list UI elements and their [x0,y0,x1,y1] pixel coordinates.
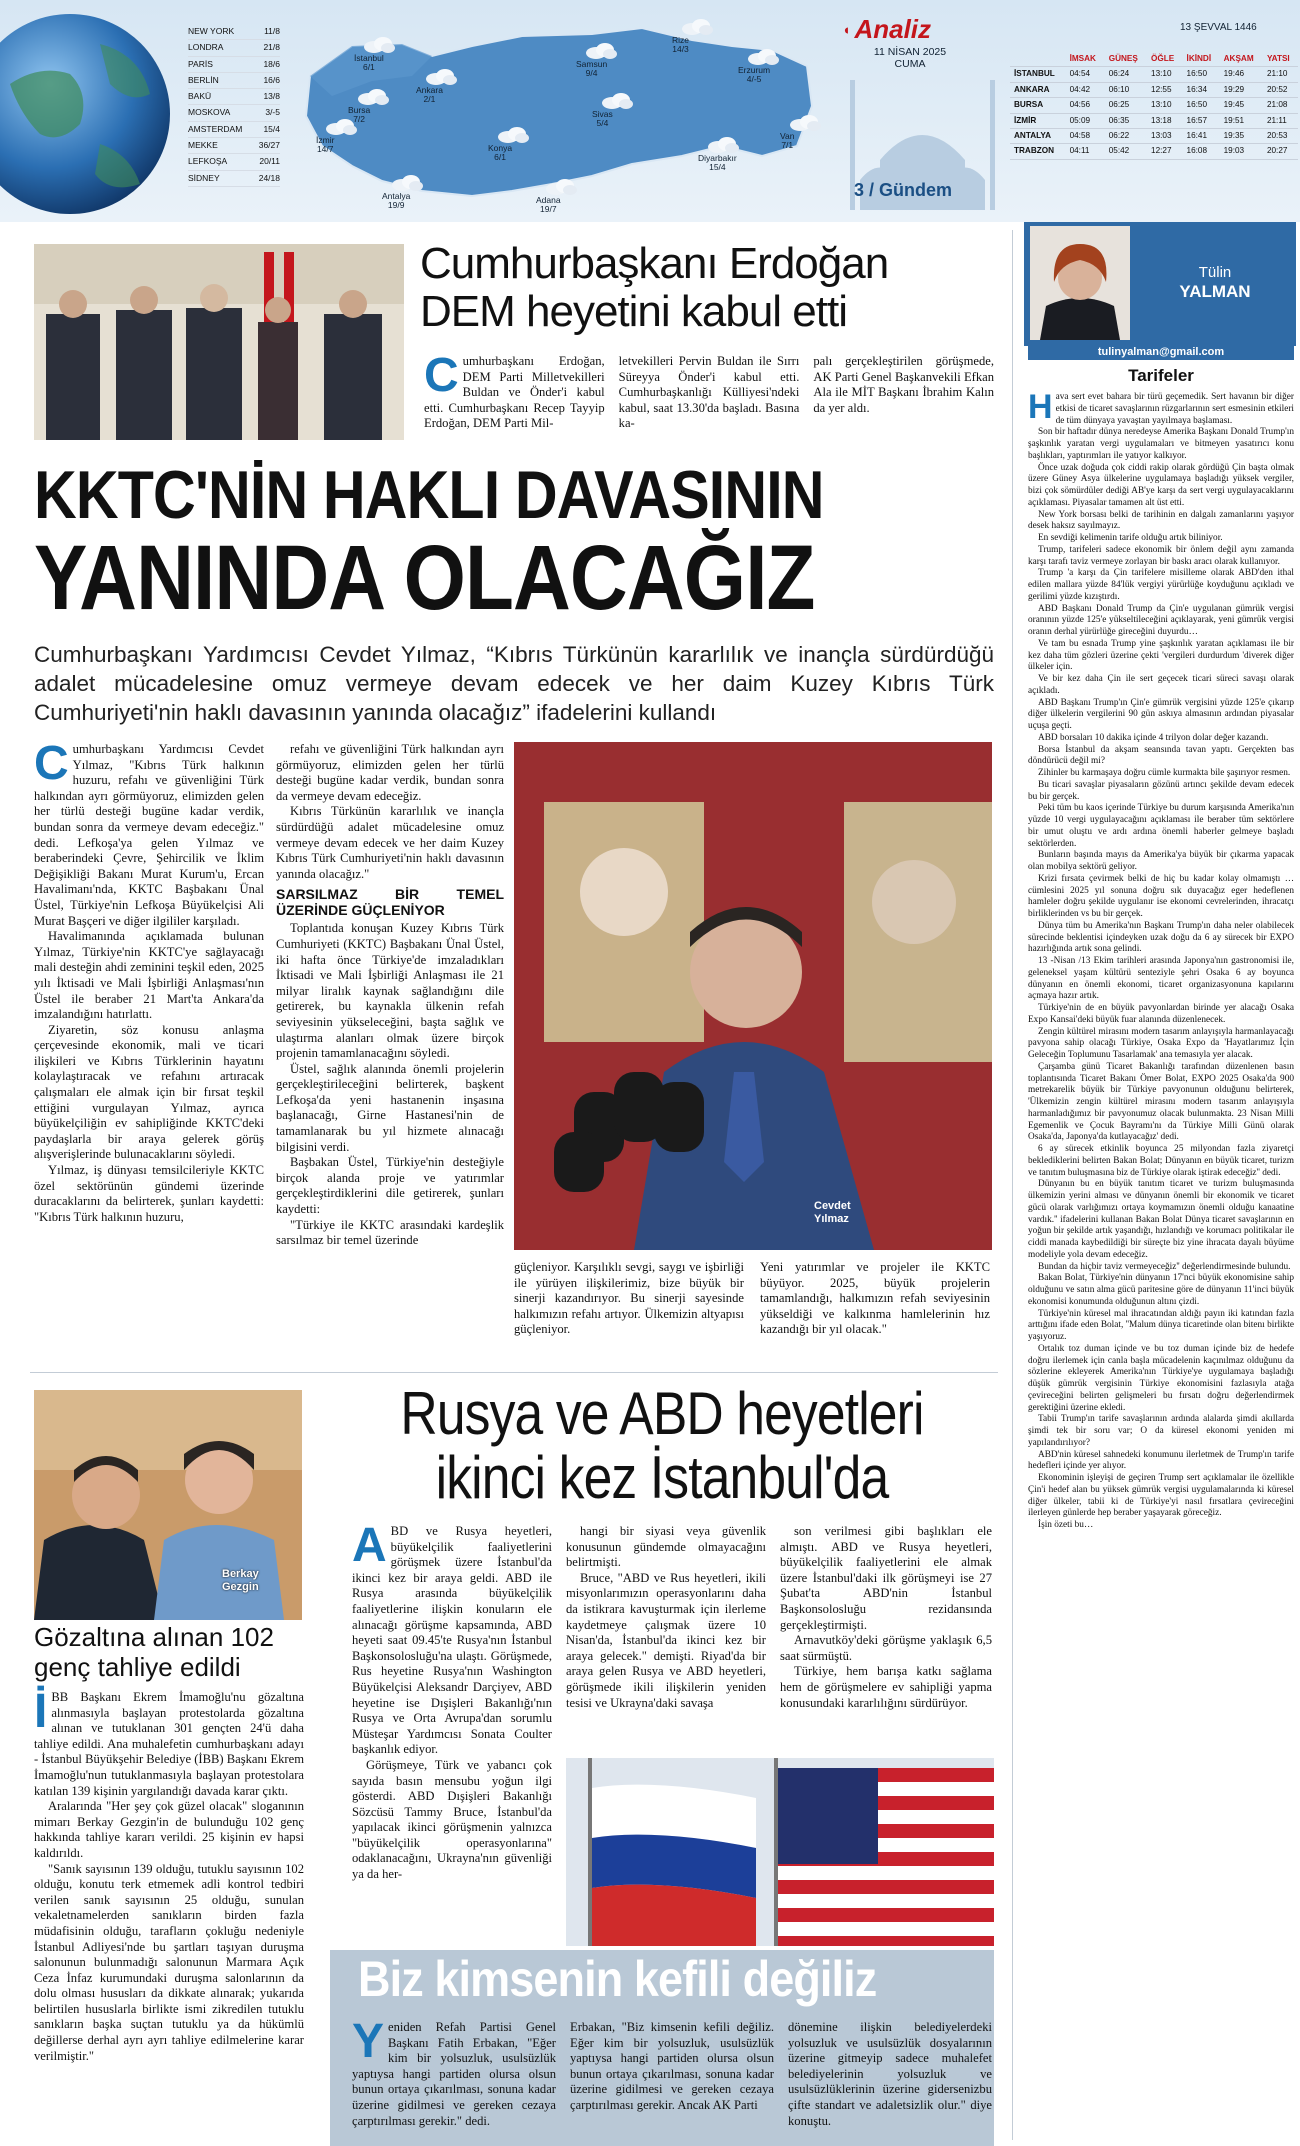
russia-dropcap: A [352,1519,387,1572]
cloud-icon [324,118,358,134]
columnist-paragraph: İşin özeti bu… [1038,1520,1094,1530]
russia-col1 [352,1519,552,1883]
date-block [855,46,965,70]
map-city-label [382,192,410,210]
map-city-name: Sivas [592,109,613,119]
columnist-paragraph-text: ava sert evet bahara bir türü geçemedik. Sert havanın bir diğer etkisi de ticaret savaşlarının rüzgarlarının sert esmesinin etkileri de tüm dünyaya yavaştan yayılmaya başlaması. [1055,392,1294,426]
map-city-temp: 15/4 [709,162,726,172]
weather-city: BAKÜ [188,91,212,102]
map-city-temp: 2/1 [423,94,436,104]
columnist-name [1140,264,1290,302]
prayer-row [1010,82,1298,97]
columnist-paragraph: ABD Başkanı Donald Trump da Çin'e uygulanan gümrük vergisi oranının yüzde 125'e yükseltileceğini açıklayarak, yeni gümrük vergisi oranın derhal yürürlüğe gireceğini duyurdu… [1028,603,1294,637]
prayer-cell: 20:27 [1263,144,1298,159]
refah-col3: dönemine ilişkin belediyelerdeki yolsuzluk ve usulsüzlük dosyalarının üzerine gitmeyip sadece muhalefet belediyelerinin yolsuzluk ve usulsüzlüklerinin üzerine gidersenizbu çifte standart ve adaletsizlik olur." diye konuştu. [788,2020,992,2128]
cloud-icon [584,42,618,58]
weather-row [188,138,280,154]
map-city-label [416,86,443,104]
columnist-paragraph: ABD Başkanı Trump'ın Çin'e gümrük vergisini yüzde 125'e çıkarıp diğer ülkelerin vergilerini 90 gün askıya almasının ardından piyasalar uçuşa geçti. [1028,697,1294,731]
prayer-cell: 16:41 [1183,129,1220,144]
columnist-paragraph: Önce uzak doğuda çok ciddi rakip olarak gördüğü Çin başta olmak üzere Güney Asya ülkelerine uygulamaya başladığı yüksek vergiler, bizi çok sömürdüler dediği AB'ye karşı da sert vergi uygulayacaklarını açıklaması. Piyasalar tamamen alt üst etti. [1028,462,1294,508]
map-city-temp: 6/1 [494,152,506,162]
weather-row [188,105,280,121]
weather-temp: 36/27 [258,140,280,151]
map-city-name: Erzurum [738,65,771,75]
russia-usa-flags-photo [566,1758,994,1946]
columnist-paragraph: Bakan Bolat, Türkiye'nin dünyanın 17'nci büyük ekonomisine sahip olduğunu ve satın alma gücü paritesine göre de dünyanın 11'inci büyük ekonomisi konumunda olduğunun altını çizdi. [1028,1273,1294,1307]
columnist-paragraph: Bu ticari savaşlar piyasaların gözünü artıncı şekilde devam edecek bu bir gerçek. [1028,779,1294,802]
prayer-cell: BURSA [1010,98,1066,113]
cloud-icon [424,68,458,84]
prayer-cell: 19:03 [1220,144,1263,159]
map-city-name: Konya [488,143,513,153]
prayer-cell: 20:52 [1263,82,1298,97]
paragraph [34,737,264,929]
map-city-name: Rize [672,35,690,45]
columnist-paragraph: Ortalık toz duman içinde ve bu toz duman içinde biz de hedefe doğru ilerlemek için canla başla mücadelenin kaçınılmaz olduğunu da sözlerine ekleyerek Amerika'nın Türkiye'ye uygulamaya başladığı düşük gümrük vergisinin Türkiye ekonomisini fazlasıyla atağa çevireceğini belirten gelişmeleri bu fırsatı doğru değerlendirmek gerektiğini üzerine ekledi. [1028,1343,1294,1413]
refah-headline: Biz kimsenin kefili değiliz [358,1951,877,2007]
cloud-icon [496,126,530,142]
paragraph-text: BB Başkanı Ekrem İmamoğlu'nu gözaltına alınmasıyla başlayan protestolarda gözaltına alınan ve tutuklanan 301 gençten 24'ü daha tahliye edildi. Ana muhalefetin cumhurbaşkanı adayı - İstanbul Büyükşehir Belediye (İBB) Başkanı Ekrem İmamoğlu'nun tutuklanmasıyla başlayan protestolara katılan 139 kişinin yargılandığı davada karar çıktı. [34,1690,305,1798]
divider-horizontal [30,1372,998,1373]
paragraph: "Sanık sayısının 139 olduğu, tutuklu sayısının 102 olduğu, konutu terk etmemek adli kontrol tedbiri verilen sanık sayısının 25 olduğu, sunulan vekaletnamelerden sanıkların birden fazla müdafisinin olduğu, tarafların çokluğu nedeniyle İstanbul Adliyesi'nde bu şartları taşıyan duruşma salonunun bulunmadığı salonunun Marmara Açık Ceza İnfaz kurumundaki duruşma salonlarının da dolu olması hususları da dikkate alınarak; yukarıda belirtilen hususlarla birlikte ismi zikredilen tutuklu sanıkların başka suçtan tutuklu ya da hükümlü değillerse derhal ayrı ayrı tahliye edilmelerine karar verilmiştir." [34,1861,304,2063]
prayer-cell: 05:42 [1105,144,1147,159]
columnist-paragraph: Türkiye'nin küresel mal ihracatından aldığı payın iki katından fazla arttığını ifade eden Bolat, ''Malum dünya ticaretinde olan bitenı birlikte yaşıyoruz. [1028,1308,1294,1342]
refah-dropcap: Y [352,2015,385,2068]
cloud-icon [746,48,780,64]
map-city-temp: 19/9 [387,200,405,210]
prayer-cell: İSTANBUL [1010,67,1066,82]
cevdet-caption-line2: Yılmaz [814,1213,849,1225]
main-col3: güçleniyor. Karşılıklı sevgi, saygı ve işbirliği ile yürüyen ilişkilerimiz, bize büyük bir sinerji kazandırıyor. Bu sinerji sayesinde halkımızın refahı artıyor. Ülkemizin altyapısı güçleniyor. [514,1260,744,1337]
columnist-body [1028,388,1294,1532]
columnist-first-name: Tülin [1198,264,1232,281]
main-headline-line1: KKTC'NİN HAKLI DAVASININ [34,457,824,533]
paragraph: Arnavutköy'deki görüşme yaklaşık 6,5 saat sürmüştü. [780,1633,992,1663]
weather-row [188,154,280,170]
prayer-cell: 16:50 [1183,98,1220,113]
columnist-paragraph: Dünya tüm bu Amerika'nın Başkanı Trump'ın daha neler olabilecek sürecinde beklentisi içindeyken uzak doğu da 6 ay sürecek bir EXPO hazırlığında artık sona gelindi. [1028,920,1294,955]
columnist-last-name: YALMAN [1179,282,1251,301]
turkey-weather-map [292,6,830,216]
weather-city: LONDRA [188,42,224,53]
cevdet-yilmaz-photo [514,742,992,1250]
weather-temp: 13/8 [263,91,280,102]
weather-city: MOSKOVA [188,107,231,118]
prayer-cell: ANKARA [1010,82,1066,97]
weather-row [188,73,280,89]
prayer-cell: 06:22 [1105,129,1147,144]
article1-headline-line2: DEM heyetini kabul etti [420,287,847,336]
prayer-cell: 06:25 [1105,98,1147,113]
prayer-cell: 04:54 [1066,67,1105,82]
prayer-header-cell: İKİNDİ [1183,52,1220,67]
prayer-cell: 13:10 [1147,67,1183,82]
cloud-icon [788,114,822,130]
russia-col2 [566,1524,766,1711]
prayer-header-cell: ÖĞLE [1147,52,1183,67]
prayer-cell: 16:08 [1183,144,1220,159]
imamoglu-photo [34,1390,302,1620]
main-col4: Yeni yatırımlar ve projeler ile KKTC büyüyor. 2025, büyük projelerin tamamlandığı, halkımızın refah seviyesinin yükseldiği ve kalkınma hamlelerinin hız kazandığı bir yıl olacak." [760,1260,990,1337]
map-city-label [738,66,770,84]
map-city-label [780,132,795,150]
weather-city: SİDNEY [188,172,220,183]
cevdet-photo-caption [814,1200,851,1226]
columnist-paragraph: Türkiye'nin de en büyük pavyonlardan birinde yer alacağı Osaka Expo Kansai'deki büyük fuar alanında düzenlenecek. [1028,1003,1294,1025]
prayer-header-cell: İMSAK [1066,52,1105,67]
main-subhead: SARSILMAZ BİR TEMEL ÜZERİNDE GÜÇLENİYOR [276,886,504,919]
columnist-paragraph: Ekonominin işleyişi de geçiren Trump sert açıklamalar ile özellikle Çin'i hedef alan bu yüksek gümrük vergisi uygulamalarında ki küresel diğer ülkeler, tabii ki de Türkiye'yi nasıl fırsatlara çevireceğini ilerleyen günlerde hep beraber yaşayarak göreceğiz. [1028,1473,1294,1519]
prayer-header-cell [1010,52,1066,67]
prayer-row [1010,67,1298,82]
prayer-cell: 19:35 [1220,129,1263,144]
columnist-paragraph: New York borsası belki de tarihinin en dalgalı zamanlarını yaşıyor desek haksız sayılmayız. [1028,509,1294,532]
map-city-label [316,136,334,154]
cloud-icon [356,88,390,104]
cloud-icon [600,92,634,108]
prayer-cell: İZMİR [1010,113,1066,128]
map-city-label [488,144,512,162]
article1-body [424,349,995,432]
prayer-cell: 04:58 [1066,129,1105,144]
prayer-cell: 04:11 [1066,144,1105,159]
prayer-cell: 19:46 [1220,67,1263,82]
prayer-cell: 16:57 [1183,113,1220,128]
prayer-header-row [1010,52,1298,67]
weather-row [188,40,280,56]
russia-col3 [780,1524,992,1711]
paragraph: son verilmesi gibi başlıkları ele almıştı. ABD ve Rusya heyetleri, büyükelçilik faaliyetlerini ele almak üzere İstanbul'daki ilk görüşmeyi ise 27 Şubat'ta ABD'nin İstanbul Başkonsolosluğu rezidansında gerçekleştirmişti. [780,1524,992,1632]
weather-temp: 24/18 [258,172,280,183]
columnist-paragraph: Bunların başında mayıs da Amerika'ya büyük bir çıkarma yapacak olan mobilya sektörü geliyor. [1028,850,1294,872]
prayer-cell: 13:10 [1147,98,1183,113]
columnist-paragraph: Trump, tarifeleri sadece ekonomik bir önlem değil aynı zamanda karşı tarafı taviz vermeye zorlayan bir baskı aracı olarak kullanıyor. [1028,544,1294,567]
cloud-icon [544,178,578,194]
map-city-name: Adana [536,195,561,205]
columnist-paragraph: Trump 'a karşı da Çin tarifelere misilleme olarak ABD'den ithal edilen mallara yüzde 84'lük vergiyi yürürlüğe koyduğunu açıkladı ve gerilimi yüzde kızıştırdı. [1028,568,1294,602]
page-label: 3 / Gündem [854,180,953,200]
prayer-cell: 06:35 [1105,113,1147,128]
columnist-paragraph: Peki tüm bu kaos içerinde Türkiye bu durum karşısında Amerika'nın yüzde 10 vergi uygulayacağını açıklaması ile beraber tüm sektörlere bir umut oluştu ve ardı ardına önemli haberler gelmeye başladı sektörlerden. [1028,803,1294,849]
weather-city: MEKKE [188,140,218,151]
imamoglu-headline-line2: genç tahliye edildi [34,1652,241,1682]
article1-headline-line1: Cumhurbaşkanı Erdoğan [420,239,889,288]
map-city-name: Samsun [576,59,608,69]
prayer-cell: TRABZON [1010,144,1066,159]
columnist-paragraph: Son bir haftadır dünya neredeyse Amerika Başkanı Donald Trump'ın şaşkınlık yaratan vergi uygulamaları ve bitmeyen yasatırıcı konu başlıkları, yaptırımları ile yatıyor kalkıyor. [1028,427,1294,461]
weather-temp: 21/8 [263,42,280,53]
map-city-temp: 5/4 [596,118,609,128]
paragraph: Başbakan Üstel, Türkiye'nin desteğiyle birçok alanda proje ve yatırımlar gerçekleştirdiklerini dile getirerek, şunları kaydetti: [276,1155,504,1217]
weather-row [188,57,280,73]
map-city-temp: 4/-5 [746,74,762,84]
russia-headline-line2: ikinci kez İstanbul'da [435,1444,889,1511]
prayer-header-cell: AKŞAM [1220,52,1263,67]
columnist-paragraph [1028,388,1294,427]
cloud-icon [706,136,740,152]
refah-col2: Erbakan, "Biz kimsenin kefili değiliz. Eğer kim bir yolsuzluk, usulsüzlük yaptıysa hangi partiden olursa olsun bunun ortaya çıkarılması, sonuna kadar üzerine gidilmesi ve gereken cezaya çarptırılması gerekir. Ancak AK Parti [570,2020,774,2112]
prayer-cell: 06:10 [1105,82,1147,97]
globe-icon [0,4,180,218]
columnist-paragraph: Bundan da hiçbir taviz vermeyeceğiz'' değerlendirmesinde bulundu. [1038,1261,1291,1272]
columnist-paragraph: Zengin kültürel mirasını modern tasarım anlayışıyla harmanlayacağı pavyona sahip olacağı Türkiye, Osaka Expo da 'Hayatlarımız İçin Geleceğin Toplumunu Tasarlamak' ana temasıyla yer alacak. [1028,1026,1294,1060]
columnist-email[interactable]: tulinyalman@gmail.com [1028,344,1294,360]
article1-col3: palı gerçekleştirilen görüşmede, AK Parti Genel Başkanvekili Efkan Ala ile MİT Başkanı İbrahim Kalın da yer aldı. [813,354,995,415]
imamoglu-caption-line1: Berkay [222,1568,259,1580]
prayer-cell: 21:10 [1263,67,1298,82]
weather-row [188,89,280,105]
weekday: CUMA [894,58,926,70]
map-city-name: Van [780,131,795,141]
imamoglu-caption-line2: Gezgin [222,1581,259,1593]
weather-city: BERLİN [188,74,219,85]
map-city-label [536,196,561,214]
prayer-cell: 19:45 [1220,98,1263,113]
prayer-cell: 12:27 [1147,144,1183,159]
columnist-paragraph: Krizi fırsata çevirmek belki de hiç bu kadar kolay olmamıştı … cümlesini 2025 yıl sonuna doğru sık duyacağız eger hedeflenen hamleler doğru şekilde uygulanır ise ekonomi cevrelerinden, ihracatçı birliklerinden vs bu bir gerçek. [1028,873,1294,919]
prayer-cell: 13:18 [1147,113,1183,128]
weather-temp: 20/11 [259,156,280,167]
map-city-label [354,54,384,72]
logo-text: Analiz [854,14,932,44]
prayer-cell: 12:55 [1147,82,1183,97]
erdogan-dem-photo [34,244,404,440]
columnist-dropcap: H [1028,388,1053,426]
prayer-cell: 05:09 [1066,113,1105,128]
prayer-row [1010,144,1298,159]
columnist-paragraph: Borsa İstanbul da akşam seansında tavan yaptı. Gerçekten bas döndürücü değil mi? [1028,744,1294,767]
article1-headline [420,240,990,336]
cloud-icon [362,36,396,52]
main-col2 [276,742,504,1249]
prayer-cell: 16:50 [1183,67,1220,82]
weather-temp: 15/4 [263,123,280,134]
map-city-name: İstanbul [354,53,384,63]
weather-city: LEFKOŞA [188,156,228,167]
refah-col1: eniden Refah Partisi Genel Başkanı Fatih Erbakan, "Eğer kim bir yolsuzluk, usulsüzlük yaptıysa hangi partiden olursa olsun bunun ortaya çıkarılması, sonuna kadar üzerine gidilmesi ve gereken cezaya çarptırılması gerekir." dedi. [352,2020,556,2128]
imamoglu-body [34,1685,305,2064]
prayer-row [1010,129,1298,144]
columnist-paragraph: Zihinler bu karmaşaya doğru cümle kurmakta bile şaşırıyor resmen. [1038,768,1291,778]
prayer-row [1010,98,1298,113]
map-city-temp: 19/7 [540,204,557,214]
prayer-cell: 04:42 [1066,82,1105,97]
prayer-cell: 04:56 [1066,98,1105,113]
article1-col2: letvekilleri Pervin Buldan ile Sırrı Süreyya Önder'i kabul etti. Cumhurbaşkanlığı Külliyesi'ndeki kabul, saat 13.30'da başladı. Basına ka- [618,354,800,431]
paragraph: "Türkiye ile KKTC arasındaki kardeşlik sarsılmaz bir temel üzerinde [276,1217,504,1248]
columnist-paragraph: Dünyanın bu en büyük tanıtım ticaret ve turizm buluşmasında ülkemizin yerini alması ve dünyanın önemli bir ekonomik ve ticaret gücü olarak varlığımızı ortaya koymamızın önemli olduğu kanaatine vardık.'' ifadelerini kullanan Bakan Bolat Dünya ticaret savaşlarının en yoğun bir şekilde artık yaşandığı, hızlandığı ve korumacı politikalar ile ciddi manada kaybedildiği bir süreçte biz yine ihracata dayalı büyüme modeliyle yola devam edeceğiz. [1028,1179,1294,1260]
columnist-paragraph: Tabii Trump'ın tarife savaşlarının ardında alalarda şimdi akıllarda şimdi tek bir soru var; O da küresel ekonomi yeniden mi yapılandırılıyor? [1028,1414,1294,1448]
map-city-name: Diyarbakır [698,153,737,163]
hijri-date: 13 ŞEVVAL 1446 [1180,22,1257,33]
prayer-cell: 19:51 [1220,113,1263,128]
columnist-paragraph: Ve bir kez daha Çin ile sert geçecek ticari süreci savaşı olarak açıkladı. [1028,674,1294,696]
imamoglu-headline [34,1622,304,1682]
cloud-icon [390,174,424,190]
divider-vertical [1012,230,1013,2140]
weather-city: NEW YORK [188,26,235,36]
columnist-paragraph: ABD borsaları 10 dakika içinde 4 trilyon dolar değer kazandı. [1038,732,1269,743]
paragraph [34,1685,305,1799]
newspaper-logo [842,14,972,44]
main-col1 [34,737,264,1225]
prayer-cell: 19:29 [1220,82,1263,97]
prayer-header-cell: YATSI [1263,52,1298,67]
weather-temp: 3/-5 [265,107,280,118]
paragraph: Kıbrıs Türkünün kararlılık ve inançla sürdürdüğü adalet mücadelesine omuz vermeye devam edecek ve her daim Kuzey Kıbrıs Türk Cumhuriyeti'nin haklı davasının yanında olacağız." [276,804,504,881]
weather-row [188,24,280,40]
paragraph: Ziyaretin, söz konusu anlaşma çerçevesinde ekonomik, mali ve ticari ilişkileri ve Kıbrıs Türklerinin hayatını kolaylaştıracak ve refahını artıracak çalışmaları ele almak için bir fırsat teşkil ettiğini vurgulayan Yılmaz, ayrıca büyükelçiliğin ev sahipliğinde KKTC'deki paydaşlarla bir araya gelerek görüş alışverişlerinde bulunacaklarını söyledi. [34,1022,264,1162]
weather-temp: 16/6 [263,74,280,85]
map-city-temp: 7/2 [353,114,366,124]
columnist-paragraph: En sevdiği kelimenin tarife olduğu artık biliniyor. [1038,533,1223,543]
prayer-row [1010,113,1298,128]
cevdet-caption-line1: Cevdet [814,1200,851,1212]
map-city-name: Ankara [416,85,443,95]
refah-body [352,2015,992,2129]
paragraph: Toplantıda konuşan Kuzey Kıbrıs Türk Cumhuriyeti (KKTC) Başbakanı Ünal Üstel, iki hafta önce Türkiye'de imzaladıkları İktisadi ve Mali İşbirliği Anlaşması ile 21 milyar liralık kaynak sağlandığını dile getirerek, bu kaynakla ülkenin refah seviyesinin yükseleceğini, başta sağlık ve ulaştırma alanları olmak üzere birçok projenin tamamlanacağını söyledi. [276,921,504,1061]
prayer-cell: 21:11 [1263,113,1298,128]
paragraph: Türkiye, hem barışa katkı sağlama hem de görüşmelere ev sahipliği yapma konusundaki kararlılığını sürdürüyor. [780,1664,992,1710]
columnist-paragraph: 13 -Nisan /13 Ekim tarihleri arasında Japonya'nın gastronomisi ile, geleneksel yaşam kültürü senteziyle şehri Osaka 6 ay boyunca dünyanın en önemli ekonomi, ticaret organizasyonuna kapılarını açmaya hazır artık. [1028,956,1294,1002]
weather-row [188,122,280,138]
map-city-temp: 6/1 [362,62,375,72]
map-city-temp: 7/1 [781,140,794,150]
columnist-paragraph: Çarşamba günü Ticaret Bakanlığı tarafından düzenlenen basın toplantısında Ticaret Bakanı Ömer Bolat, EXPO 2025 Osaka'da 900 metrekarelik büyük bir Türkiye pavyonunun olduğunu belirterek, 'Ülkemizin zengin kültürel mirasını modern tasarım anlayışıyla harmanladığımız bir pavyonumuz olacak bulunmakta. 23 Nisan Milli Egemenlik ve Çocuk Bayramı'nı da Türkiye Milli Günü olarak Osaka'da, Japonya'da kutlayacağız' dedi. [1028,1061,1294,1143]
main-headline [34,457,994,629]
article1-dropcap: C [424,349,459,402]
main-headline-line2: YANINDA OLACAĞIZ [34,527,815,629]
columnist-photo [1030,226,1130,340]
paragraph: hangi bir siyasi veya güvenlik konusunun gündemde olmayacağını belirtmişti. [566,1524,766,1570]
paragraph: Bruce, "ABD ve Rus heyetleri, ikili misyonlarımızın operasyonlarını daha da istikrara kavuşturmak için ilerleme kaydetmeye çalışmak üzere 10 Nisan'da, İstanbul'da ikinci kez bir araya gelecek." demişti. Riyad'da bir araya gelen Rusya ve ABD heyetleri, görüşmede ikili ilişkilerin yeniden tesisi ve Ukrayna'daki savaşa [566,1570,766,1710]
weather-temp: 18/6 [263,58,280,69]
imamoglu-photo-caption [222,1568,259,1594]
russia-col1b-text: Görüşmeye, Türk ve yabancı çok sayıda basın mensubu yoğun ilgi gösterdi. ABD Dışişleri Bakanlığı Sözcüsü Tammy Bruce, İstanbul'da yapılacak ikinci görüşmenin yalnızca "büyükelçilik operasyonlarına" odaklanacağını, Ukrayna'nın güvenliği ya da her- [352,1757,552,1882]
columnist-paragraph: ABD'nin küresel sahnedeki konumunu ilerletmek de Trump'ın tarife hedefleri içinde yer alıyor. [1028,1449,1294,1472]
map-city-label [592,110,613,128]
columnist-paragraph: Ve tam bu esnada Trump yine şaşkınlık yaratan açıklaması ile bir kez daha tüm gözleri üzerine çekti 'vergileri durdurdum 'diverek diğer ülkeler için. [1028,638,1294,673]
weather-city: PARİS [188,58,213,69]
article1-col1: umhurbaşkanı Erdoğan, DEM Parti Milletvekilleri Buldan ve Önder'i kabul etti. Cumhurbaşkanı Recep Tayyip Erdoğan, DEM Parti Mil- [424,354,605,431]
map-city-temp: 14/7 [316,144,334,154]
russia-headline-line1: Rusya ve ABD heyetleri [400,1380,924,1447]
prayer-cell: ANTALYA [1010,129,1066,144]
russia-headline [330,1382,994,1510]
prayer-cell: 13:03 [1147,129,1183,144]
paragraph: refahı ve güvenliğini Türk halkından ayrı görmüyoruz, elimizden gelen her türlü desteği bugüne kadar verdik, bundan sonra da vermeye devam edeceğiz. [276,742,504,803]
paragraph: Aralarında "Her şey çok güzel olacak" sloganının mimarı Berkay Gezgin'in de bulunduğu 102 genç hakkında tahliye kararı verildi. 25 kişinin ev hapsi kaldırıldı. [34,1799,304,1860]
columnist-title: Tarifeler [1128,366,1194,385]
world-weather-list [188,24,280,187]
main-spot: Cumhurbaşkanı Yardımcısı Cevdet Yılmaz, “Kıbrıs Türkünün kararlılık ve inançla sürdürdüğü adalet mücadelesine omuz vermeye devam edecek ve her daim Kuzey Kıbrıs Türk Cumhuriyeti'nin haklı davasının yanında olacağız” ifadelerini kullandı [34,642,994,725]
weather-row [188,171,280,187]
russia-col1-text: BD ve Rusya heyetleri, büyükelçilik faaliyetlerini görüşmek üzere İstanbul'da ikinci kez bir araya geldi. ABD ile Rusya arasında büyükelçilik faaliyetlerine ilişkin konuların ele alınacağı görüşme kapsamında, ABD heyeti saat 09.45'te Rusya'nın İstanbul Başkonsolosluğu'na ulaştı. Görüşmede, Rus heyetine Rusya'nın Washington Büyükelçisi Aleksandr Darçiyev, ABD heyetine ise Dışişleri Bakanlığı'nın Rusya ve Orta Avrupa'dan sorumlu Müsteşar Yardımcısı Sonata Coulter başkanlık ediyor. [352,1524,552,1757]
weather-temp: 11/8 [264,26,280,36]
map-city-name: Antalya [382,191,411,201]
prayer-cell: 20:53 [1263,129,1298,144]
weather-city: AMSTERDAM [188,123,243,134]
imamoglu-headline-line1: Gözaltına alınan 102 [34,1622,274,1652]
map-city-label [576,60,607,78]
map-city-name: Bursa [348,105,371,115]
gregorian-date: 11 NİSAN 2025 [873,46,947,58]
columnist-paragraph: 6 ay sürecek etkinlik boyunca 25 milyondan fazla ziyaretçi beklediklerini belirten Bakan Bolat; Dünyanın en büyük ticaret, turizm ve tanıtım buluşmasına biz de Türkiye olarak iştirak edeceğiz'' dedi. [1028,1144,1294,1178]
dropcap: İ [34,1685,48,1738]
prayer-cell: 06:24 [1105,67,1147,82]
paragraph-text: umhurbaşkanı Yardımcısı Cevdet Yılmaz, "Kıbrıs Türk halkının huzuru, refahı ve güvenliğini Türk halkından ayrı görmüyoruz, elimizden gelen her türlü desteği bugüne kadar verdik, bundan sonra da vermeye devam edeceğiz." dedi. Lefkoşa'ya gelen Yılmaz ve beraberindeki Çevre, Şehircilik ve İklim Değişikliği Bakanı Murat Kurum'u, Ercan Havalimanı'nda, KKTC Başbakanı Ünal Üstel, Türkiye'nin Lefkoşa Büyükelçisi Ali Murat Başçeri ve diğer ilgililer karşıladı. [34,742,264,928]
map-city-temp: 9/4 [585,68,598,78]
cloud-icon [680,18,714,34]
map-city-label [672,36,689,54]
prayer-cell: 21:08 [1263,98,1298,113]
map-city-temp: 14/3 [672,44,689,54]
prayer-cell: 16:34 [1183,82,1220,97]
paragraph: Yılmaz, iş dünyası temsilcileriyle KKTC özel sektörünün gündemi üzerinde duracaklarını da belirterek, şunları kaydetti: "Kıbrıs Türk halkının huzuru, [34,1163,264,1224]
logo-mark-icon: ◖ [842,21,851,38]
map-city-name: İzmir [316,135,335,145]
dropcap: C [34,737,69,790]
map-city-label [698,154,737,172]
paragraph: Üstel, sağlık alanında önemli projelerin gerçekleştirileceğini belirterek, başkent Lefkoşa'da yeni hastanenin inşasına başlanacağı, Girne Hastanesi'nin de tamamlanarak bu yıl hizmete alınacağı bilgisini verdi. [276,1061,504,1154]
prayer-times-table [1010,52,1298,160]
prayer-header-cell: GÜNEŞ [1105,52,1147,67]
paragraph: Havalimanında açıklamada bulunan Yılmaz, Türkiye'nin KKTC'ye sağlayacağı mali desteğin ahdi zeminini teşkil eden, 2025 yılı İktisadi ve Mali İşbirliği Anlaşması'nın Üstel ile beraber 21 Mart'ta Ankara'da imzalandığını hatırlattı. [34,929,264,1022]
